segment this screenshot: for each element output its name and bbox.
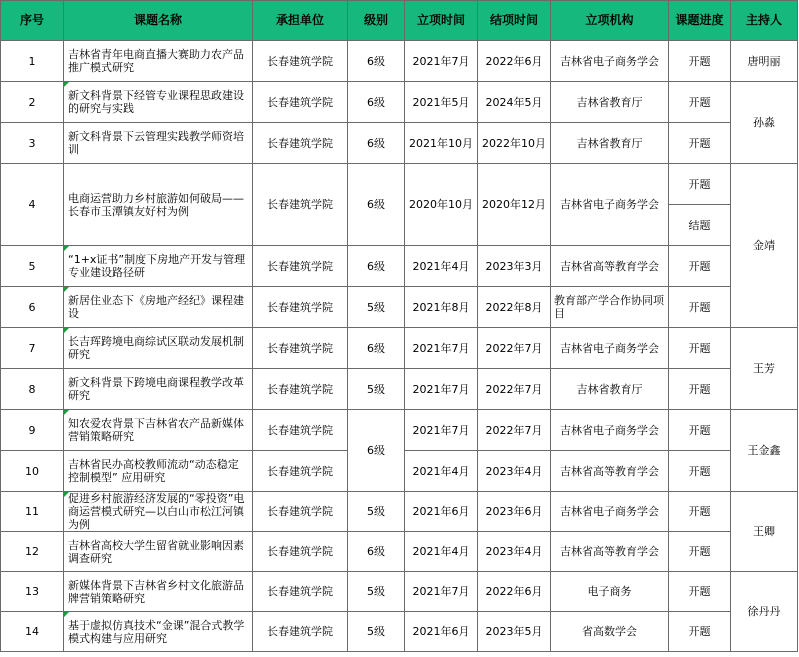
row-unit: 长春建筑学院: [253, 369, 348, 410]
row-title: 新文科背景下经管专业课程思政建设的研究与实践: [64, 82, 253, 123]
row-end: 2020年12月: [478, 164, 551, 246]
row-title: 促进乡村旅游经济发展的“零投资”电商运营模式研究—以白山市松江河镇为例: [64, 492, 253, 532]
row-level: 6级: [348, 41, 405, 82]
table-row: [1, 328, 798, 369]
row-unit: 长春建筑学院: [253, 82, 348, 123]
row-start: 2021年4月: [405, 451, 478, 492]
row-no: 7: [1, 328, 64, 369]
row-no: 5: [1, 246, 64, 287]
row-start: 2021年6月: [405, 612, 478, 652]
row-host: 王芳: [731, 328, 798, 410]
row-no: 11: [1, 492, 64, 532]
row-org: 吉林省高等教育学会: [551, 532, 669, 572]
table-row: [1, 123, 798, 164]
row-start: 2021年4月: [405, 532, 478, 572]
row-start: 2021年7月: [405, 328, 478, 369]
row-progress: 开题: [669, 572, 731, 612]
row-unit: 长春建筑学院: [253, 410, 348, 451]
row-unit: 长春建筑学院: [253, 328, 348, 369]
row-unit: 长春建筑学院: [253, 164, 348, 246]
table-row: [1, 369, 798, 410]
row-unit: 长春建筑学院: [253, 451, 348, 492]
row-host: 唐明丽: [731, 41, 798, 82]
row-unit: 长春建筑学院: [253, 612, 348, 652]
row-start: 2021年7月: [405, 369, 478, 410]
header-progress: 课题进度: [669, 1, 731, 41]
row-start: 2021年8月: [405, 287, 478, 328]
header-start: 立项时间: [405, 1, 478, 41]
row-progress: 开题: [669, 369, 731, 410]
table-row: [1, 164, 798, 205]
row-unit: 长春建筑学院: [253, 41, 348, 82]
table-row: [1, 410, 798, 451]
row-host: 王卿: [731, 492, 798, 572]
row-progress: 开题: [669, 41, 731, 82]
row-unit: 长春建筑学院: [253, 246, 348, 287]
row-org: 吉林省教育厅: [551, 369, 669, 410]
row-org: 吉林省高等教育学会: [551, 451, 669, 492]
header-title: 课题名称: [64, 1, 253, 41]
row-unit: 长春建筑学院: [253, 492, 348, 532]
row-end: 2022年7月: [478, 410, 551, 451]
row-org: 吉林省电子商务学会: [551, 328, 669, 369]
row-progress: 开题: [669, 410, 731, 451]
row-host: 孙淼: [731, 82, 798, 164]
row-org: 省高数学会: [551, 612, 669, 652]
row-level: 5级: [348, 287, 405, 328]
row-title: 新文科背景下跨境电商课程教学改革研究: [64, 369, 253, 410]
row-progress: 结题: [669, 205, 731, 246]
row-end: 2023年6月: [478, 492, 551, 532]
row-title: 吉林省民办高校教师流动“动态稳定控制模型” 应用研究: [64, 451, 253, 492]
row-org: 吉林省电子商务学会: [551, 492, 669, 532]
table-row: [1, 246, 798, 287]
row-end: 2022年8月: [478, 287, 551, 328]
row-unit: 长春建筑学院: [253, 287, 348, 328]
row-title: 电商运营助力乡村旅游如何破局——长春市玉潭镇友好村为例: [64, 164, 253, 246]
row-host: 王金鑫: [731, 410, 798, 492]
row-start: 2020年10月: [405, 164, 478, 246]
table-row: [1, 41, 798, 82]
row-org: 吉林省教育厅: [551, 123, 669, 164]
row-progress: 开题: [669, 328, 731, 369]
row-title: 新媒体背景下吉林省乡村文化旅游品牌营销策略研究: [64, 572, 253, 612]
header-host: 主持人: [731, 1, 798, 41]
row-title: 长吉珲跨境电商综试区联动发展机制研究: [64, 328, 253, 369]
row-start: 2021年6月: [405, 492, 478, 532]
row-level: 6级: [348, 410, 405, 492]
row-level: 5级: [348, 572, 405, 612]
row-level: 6级: [348, 164, 405, 246]
row-level: 5级: [348, 492, 405, 532]
row-org: 电子商务: [551, 572, 669, 612]
row-end: 2023年5月: [478, 612, 551, 652]
row-no: 6: [1, 287, 64, 328]
row-no: 14: [1, 612, 64, 652]
row-start: 2021年7月: [405, 572, 478, 612]
header-org: 立项机构: [551, 1, 669, 41]
row-progress: 开题: [669, 82, 731, 123]
row-unit: 长春建筑学院: [253, 532, 348, 572]
row-progress: 开题: [669, 492, 731, 532]
row-no: 2: [1, 82, 64, 123]
row-host: 金靖: [731, 164, 798, 328]
row-title: 新文科背景下云管理实践教学师资培训: [64, 123, 253, 164]
header-level: 级别: [348, 1, 405, 41]
row-end: 2022年7月: [478, 328, 551, 369]
row-no: 3: [1, 123, 64, 164]
row-level: 6级: [348, 328, 405, 369]
row-no: 8: [1, 369, 64, 410]
row-org: 吉林省电子商务学会: [551, 410, 669, 451]
row-start: 2021年7月: [405, 410, 478, 451]
row-end: 2022年7月: [478, 369, 551, 410]
row-unit: 长春建筑学院: [253, 123, 348, 164]
row-no: 1: [1, 41, 64, 82]
table-row: [1, 612, 798, 652]
table-row: [1, 287, 798, 328]
row-start: 2021年7月: [405, 41, 478, 82]
header-end: 结项时间: [478, 1, 551, 41]
row-no: 12: [1, 532, 64, 572]
row-title: 吉林省高校大学生留省就业影响因素调查研究: [64, 532, 253, 572]
row-title: 基于虚拟仿真技术“金课”混合式教学模式构建与应用研究: [64, 612, 253, 652]
header-unit: 承担单位: [253, 1, 348, 41]
row-end: 2023年3月: [478, 246, 551, 287]
row-level: 6级: [348, 82, 405, 123]
row-progress: 开题: [669, 123, 731, 164]
row-org: 吉林省电子商务学会: [551, 164, 669, 246]
row-level: 5级: [348, 369, 405, 410]
header-no: 序号: [1, 1, 64, 41]
row-no: 4: [1, 164, 64, 246]
row-end: 2023年4月: [478, 532, 551, 572]
row-progress: 开题: [669, 287, 731, 328]
row-no: 9: [1, 410, 64, 451]
table-row: [1, 82, 798, 123]
row-progress: 开题: [669, 164, 731, 205]
row-host: 徐丹丹: [731, 572, 798, 652]
row-title: 知农爱农背景下吉林省农产品新媒体营销策略研究: [64, 410, 253, 451]
row-end: 2023年4月: [478, 451, 551, 492]
row-org: 教育部产学合作协同项目: [551, 287, 669, 328]
row-start: 2021年10月: [405, 123, 478, 164]
row-progress: 开题: [669, 246, 731, 287]
row-start: 2021年4月: [405, 246, 478, 287]
row-title: 吉林省青年电商直播大赛助力农产品推广模式研究: [64, 41, 253, 82]
row-progress: 开题: [669, 612, 731, 652]
row-level: 6级: [348, 123, 405, 164]
row-org: 吉林省高等教育学会: [551, 246, 669, 287]
row-org: 吉林省教育厅: [551, 82, 669, 123]
table-row: [1, 572, 798, 612]
header-row: [1, 1, 798, 41]
row-org: 吉林省电子商务学会: [551, 41, 669, 82]
row-level: 5级: [348, 612, 405, 652]
row-no: 10: [1, 451, 64, 492]
row-end: 2022年10月: [478, 123, 551, 164]
row-end: 2024年5月: [478, 82, 551, 123]
row-no: 13: [1, 572, 64, 612]
row-end: 2022年6月: [478, 41, 551, 82]
table-row: [1, 532, 798, 572]
row-start: 2021年5月: [405, 82, 478, 123]
row-title: 新居住业态下《房地产经纪》课程建设: [64, 287, 253, 328]
row-unit: 长春建筑学院: [253, 572, 348, 612]
row-title: “1+x证书”制度下房地产开发与管理专业建设路径研: [64, 246, 253, 287]
table-row: [1, 492, 798, 532]
row-end: 2022年6月: [478, 572, 551, 612]
row-progress: 开题: [669, 532, 731, 572]
row-progress: 开题: [669, 451, 731, 492]
row-level: 6级: [348, 532, 405, 572]
row-level: 6级: [348, 246, 405, 287]
